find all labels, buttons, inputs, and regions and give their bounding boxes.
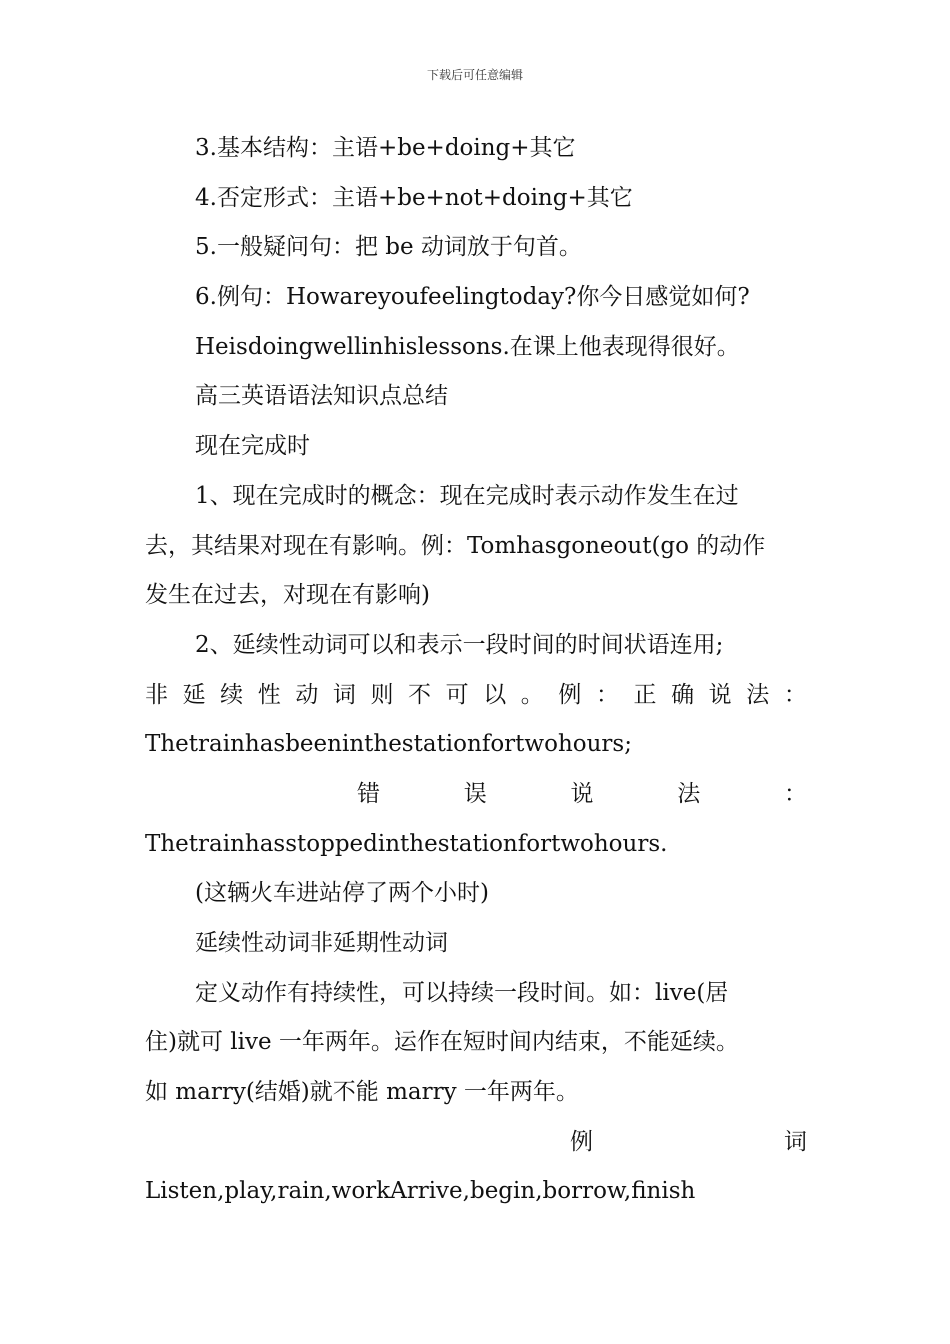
text-line: 4.否定形式：主语+be+not+doing+其它 bbox=[195, 184, 633, 211]
char: 。 bbox=[520, 681, 544, 708]
text-line: 6.例句：Howareyoufeelingtoday?你今日感觉如何? bbox=[195, 284, 750, 311]
char: 词 bbox=[784, 1128, 807, 1155]
justified-line bbox=[145, 1118, 807, 1168]
char: 法 bbox=[746, 681, 770, 708]
char: ： bbox=[784, 780, 807, 807]
text-line: Listen,play,rain,workArrive,begin,borrow,finish bbox=[145, 1178, 696, 1205]
char: 说 bbox=[570, 780, 594, 807]
section-subheading: 现在完成时 bbox=[195, 433, 310, 460]
text-line: Thetrainhasbeeninthestationfortwohours; bbox=[145, 731, 632, 758]
text-line: Heisdoingwellinhislessons.在课上他表现得很好。 bbox=[195, 333, 740, 360]
char: 不 bbox=[408, 681, 432, 708]
page-header: 下载后可任意编辑 bbox=[426, 68, 523, 82]
text-line: 如 marry(结婚)就不能 marry 一年两年。 bbox=[145, 1079, 579, 1106]
text-line: 发生在过去，对现在有影响) bbox=[145, 582, 430, 609]
justified-line bbox=[145, 770, 807, 820]
char: 延 bbox=[182, 681, 206, 708]
char: 性 bbox=[257, 681, 281, 708]
text-line: Thetrainhasstoppedinthestationfortwohours. bbox=[145, 830, 668, 857]
document-body bbox=[145, 124, 807, 1217]
char: 误 bbox=[463, 780, 487, 807]
char: 续 bbox=[220, 681, 244, 708]
char: ： bbox=[783, 681, 807, 708]
char: 动 bbox=[295, 681, 319, 708]
char: 说 bbox=[708, 681, 732, 708]
char: 例 bbox=[570, 1128, 593, 1155]
text-line: 1、现在完成时的概念：现在完成时表示动作发生在过 bbox=[195, 482, 739, 509]
char: 以 bbox=[483, 681, 507, 708]
char: 词 bbox=[332, 681, 356, 708]
char: 则 bbox=[370, 681, 394, 708]
char: 确 bbox=[671, 681, 695, 708]
text-line: 2、延续性动词可以和表示一段时间的时间状语连用; bbox=[195, 631, 724, 658]
text-line: 3.基本结构：主语+be+doing+其它 bbox=[195, 135, 576, 161]
char: ： bbox=[595, 681, 619, 708]
text-line: 去，其结果对现在有影响。例：Tomhasgoneout(go 的动作 bbox=[145, 532, 766, 559]
char: 正 bbox=[633, 681, 657, 708]
text-line: 定义动作有持续性，可以持续一段时间。如：live(居 bbox=[195, 979, 729, 1006]
justified-line bbox=[145, 671, 807, 721]
section-heading: 高三英语语法知识点总结 bbox=[195, 383, 448, 410]
char: 法 bbox=[677, 780, 701, 807]
text-line: 5.一般疑问句：把 be 动词放于句首。 bbox=[195, 234, 582, 261]
char: 例 bbox=[558, 681, 582, 708]
text-line: 住)就可 live 一年两年。运作在短时间内结束，不能延续。 bbox=[145, 1029, 739, 1056]
text-line: (这辆火车进站停了两个小时) bbox=[195, 880, 489, 907]
char: 非 bbox=[145, 681, 168, 708]
char: 错 bbox=[357, 780, 380, 807]
char: 可 bbox=[445, 681, 469, 708]
text-line: 延续性动词非延期性动词 bbox=[195, 930, 448, 956]
